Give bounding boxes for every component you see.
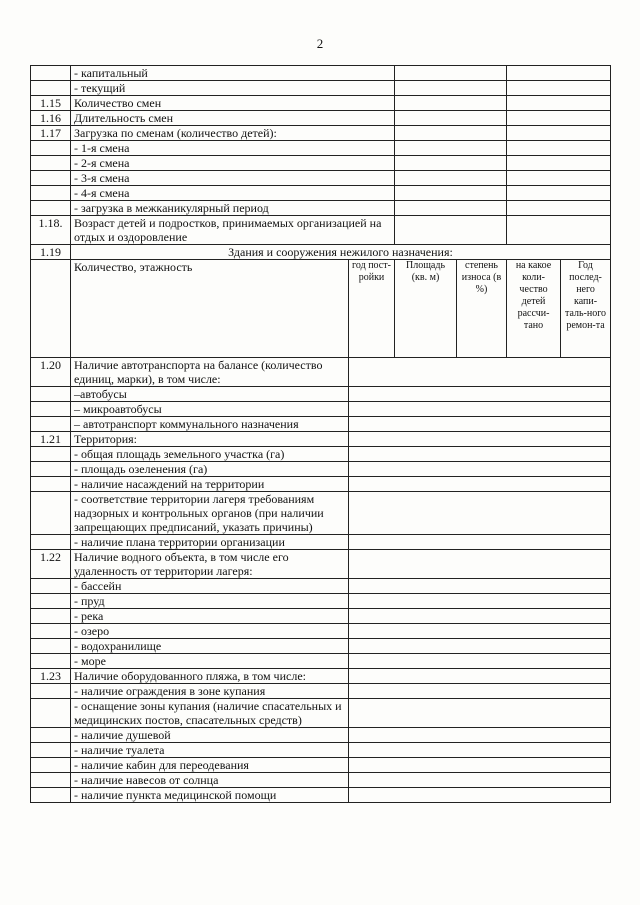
col-wear: степень износа (в %): [457, 260, 507, 358]
row-number: [31, 773, 71, 788]
table-row: [31, 447, 611, 462]
value-cell[interactable]: [395, 81, 507, 96]
value-cell[interactable]: [349, 728, 611, 743]
row-label: - река: [71, 609, 349, 624]
row-label: Территория:: [71, 432, 349, 447]
row-label: Возраст детей и подростков, принимаемых организацией на отдых и оздоровление: [71, 216, 395, 245]
value-cell[interactable]: [349, 654, 611, 669]
row-label: - 3-я смена: [71, 171, 395, 186]
row-number: [31, 609, 71, 624]
value-cell[interactable]: [349, 492, 611, 535]
row-label: - оснащение зоны купания (наличие спасательных и медицинских постов, спасательных средств): [71, 699, 349, 728]
section-a: [31, 66, 611, 245]
table-row: [31, 216, 611, 245]
row-label: - 4-я смена: [71, 186, 395, 201]
value-cell[interactable]: [349, 594, 611, 609]
table-row: [31, 201, 611, 216]
row-number: [31, 728, 71, 743]
value-cell[interactable]: [349, 639, 611, 654]
table-row: [31, 788, 611, 803]
buildings-count-label: Количество, этажность: [71, 260, 349, 358]
table-row: [31, 609, 611, 624]
value-cell[interactable]: [349, 447, 611, 462]
value-cell[interactable]: [395, 171, 507, 186]
table-row: [31, 432, 611, 447]
row-label: Длительность смен: [71, 111, 395, 126]
row-number: [31, 788, 71, 803]
value-cell[interactable]: [349, 462, 611, 477]
value-cell[interactable]: [349, 535, 611, 550]
row-number: [31, 492, 71, 535]
value-cell[interactable]: [349, 432, 611, 447]
value-cell[interactable]: [349, 358, 611, 387]
table-row: [31, 96, 611, 111]
table-row: [31, 156, 611, 171]
questionnaire-table: [30, 65, 611, 803]
value-cell[interactable]: [507, 216, 611, 245]
row-number: 1.18.: [31, 216, 71, 245]
row-number: 1.16: [31, 111, 71, 126]
table-row: [31, 171, 611, 186]
row-label: – микроавтобусы: [71, 402, 349, 417]
table-row: [31, 186, 611, 201]
table-row: [31, 387, 611, 402]
row-label: - озеро: [71, 624, 349, 639]
value-cell[interactable]: [395, 126, 507, 141]
value-cell[interactable]: [395, 201, 507, 216]
row-number: 1.21: [31, 432, 71, 447]
table-row: [31, 684, 611, 699]
row-number: [31, 417, 71, 432]
row-number: [31, 535, 71, 550]
row-label: - наличие насаждений на территории: [71, 477, 349, 492]
value-cell[interactable]: [395, 216, 507, 245]
value-cell[interactable]: [349, 684, 611, 699]
row-number: [31, 477, 71, 492]
row-label: - водохранилище: [71, 639, 349, 654]
row-number: [31, 684, 71, 699]
value-cell[interactable]: [507, 96, 611, 111]
value-cell[interactable]: [395, 66, 507, 81]
value-cell[interactable]: [395, 186, 507, 201]
table-row: [31, 550, 611, 579]
row-number: [31, 81, 71, 96]
row-number: [31, 201, 71, 216]
value-cell[interactable]: [349, 773, 611, 788]
row-label: - наличие ограждения в зоне купания: [71, 684, 349, 699]
row-number: [31, 66, 71, 81]
table-row: [31, 81, 611, 96]
row-label: Наличие водного объекта, в том числе его удаленность от территории лагеря:: [71, 550, 349, 579]
row-label: - 2-я смена: [71, 156, 395, 171]
value-cell[interactable]: [395, 141, 507, 156]
table-row: [31, 639, 611, 654]
row-label: - наличие душевой: [71, 728, 349, 743]
row-number: 1.22: [31, 550, 71, 579]
row-number: [31, 387, 71, 402]
table-row: [31, 773, 611, 788]
value-cell[interactable]: [507, 141, 611, 156]
value-cell[interactable]: [349, 550, 611, 579]
page-number: 2: [316, 36, 324, 51]
value-cell[interactable]: [507, 171, 611, 186]
row-label: - наличие кабин для переодевания: [71, 758, 349, 773]
table-row: [31, 728, 611, 743]
value-cell[interactable]: [349, 417, 611, 432]
row-number: [31, 624, 71, 639]
row-label: –автобусы: [71, 387, 349, 402]
value-cell[interactable]: [395, 111, 507, 126]
row-label: - текущий: [71, 81, 395, 96]
value-cell[interactable]: [349, 477, 611, 492]
row-label: - наличие плана территории организации: [71, 535, 349, 550]
row-label: Наличие оборудованного пляжа, в том числе:: [71, 669, 349, 684]
buildings-title: Здания и сооружения нежилого назначения:: [71, 245, 611, 260]
value-cell[interactable]: [507, 66, 611, 81]
value-cell[interactable]: [507, 201, 611, 216]
col-area: Площадь (кв. м): [395, 260, 457, 358]
table-row: [31, 654, 611, 669]
row-number: [31, 654, 71, 669]
row-number: [31, 186, 71, 201]
col-capacity: на какое коли-чество детей рассчи-тано: [507, 260, 561, 358]
value-cell[interactable]: [349, 624, 611, 639]
row-label: - загрузка в межканикулярный период: [71, 201, 395, 216]
row-number: 1.23: [31, 669, 71, 684]
table-row: [31, 477, 611, 492]
table-row: [31, 402, 611, 417]
value-cell[interactable]: [349, 758, 611, 773]
row-label: - наличие навесов от солнца: [71, 773, 349, 788]
buildings-section: [31, 245, 611, 358]
value-cell[interactable]: [349, 699, 611, 728]
row-number: 1.17: [31, 126, 71, 141]
row-number: [31, 171, 71, 186]
value-cell[interactable]: [507, 111, 611, 126]
row-number: [31, 594, 71, 609]
row-number: 1.20: [31, 358, 71, 387]
row-number: [31, 743, 71, 758]
row-label: Количество смен: [71, 96, 395, 111]
table-row: [31, 417, 611, 432]
row-label: - море: [71, 654, 349, 669]
table-row: [31, 141, 611, 156]
table-row: [31, 535, 611, 550]
row-label: - наличие пункта медицинской помощи: [71, 788, 349, 803]
row-label: - общая площадь земельного участка (га): [71, 447, 349, 462]
row-number: [31, 699, 71, 728]
row-label: - наличие туалета: [71, 743, 349, 758]
value-cell[interactable]: [395, 156, 507, 171]
row-number: [31, 639, 71, 654]
row-label: - соответствие территории лагеря требованиям надзорных и контрольных органов (при наличии запрещающих предписаний, указать причины): [71, 492, 349, 535]
row-label: - 1-я смена: [71, 141, 395, 156]
table-row: [31, 126, 611, 141]
row-number: [31, 141, 71, 156]
col-last-repair: Год послед-него капи-таль-ного ремон-та: [561, 260, 611, 358]
value-cell[interactable]: [349, 669, 611, 684]
table-row: [31, 492, 611, 535]
value-cell[interactable]: [507, 126, 611, 141]
row-label: Наличие автотранспорта на балансе (количество единиц, марки), в том числе:: [71, 358, 349, 387]
row-label: - капитальный: [71, 66, 395, 81]
table-row: [31, 462, 611, 477]
table-row: [31, 699, 611, 728]
value-cell[interactable]: [349, 788, 611, 803]
value-cell[interactable]: [507, 81, 611, 96]
row-number: [31, 156, 71, 171]
table-row: [31, 111, 611, 126]
row-number: 1.19: [31, 245, 71, 260]
value-cell[interactable]: [349, 609, 611, 624]
row-number-empty: [31, 260, 71, 358]
row-number: 1.15: [31, 96, 71, 111]
row-number: [31, 758, 71, 773]
col-year-built: год пост-ройки: [349, 260, 395, 358]
table-row: [31, 358, 611, 387]
value-cell[interactable]: [395, 96, 507, 111]
table-row: [31, 743, 611, 758]
table-row: [31, 579, 611, 594]
value-cell[interactable]: [349, 402, 611, 417]
row-label: – автотранспорт коммунального назначения: [71, 417, 349, 432]
section-b: [31, 358, 611, 803]
row-label: - бассейн: [71, 579, 349, 594]
table-row: [31, 594, 611, 609]
table-row: [31, 669, 611, 684]
row-label: - пруд: [71, 594, 349, 609]
row-label: Загрузка по сменам (количество детей):: [71, 126, 395, 141]
table-row: [31, 66, 611, 81]
row-number: [31, 447, 71, 462]
row-number: [31, 462, 71, 477]
value-cell[interactable]: [507, 156, 611, 171]
row-number: [31, 402, 71, 417]
row-number: [31, 579, 71, 594]
table-row: [31, 758, 611, 773]
row-label: - площадь озеленения (га): [71, 462, 349, 477]
table-row: [31, 624, 611, 639]
value-cell[interactable]: [507, 186, 611, 201]
value-cell[interactable]: [349, 579, 611, 594]
value-cell[interactable]: [349, 743, 611, 758]
value-cell[interactable]: [349, 387, 611, 402]
